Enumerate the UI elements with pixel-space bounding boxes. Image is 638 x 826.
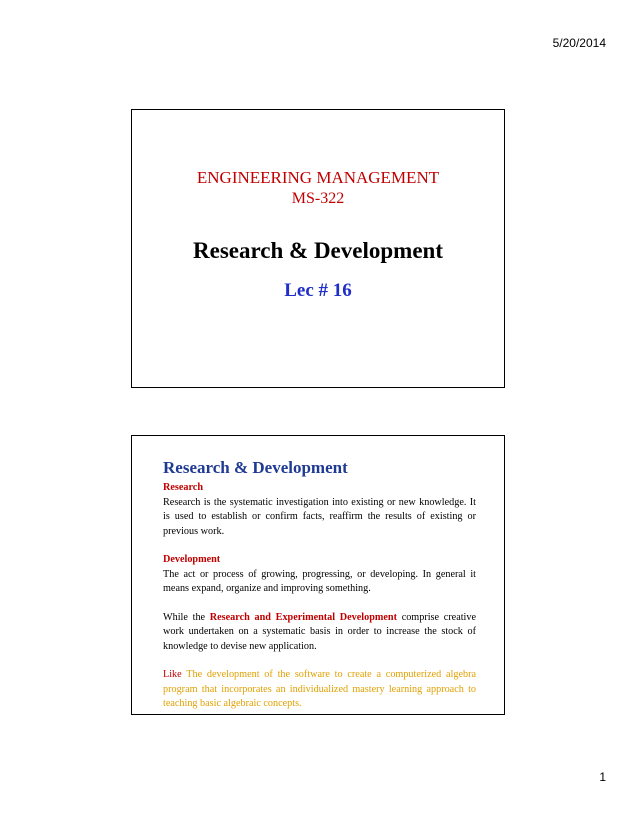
course-title: ENGINEERING MANAGEMENT	[196, 168, 440, 187]
rd-highlight: Research and Experimental Development	[209, 611, 397, 623]
rd-suffix: comprise creative work undertaken on a systematic basis in order to increase the stock of knowledge to devise new application.	[163, 611, 477, 652]
development-text: The act or process of growing, progressing, or developing. In general it means expand, organize and improving something.	[163, 568, 476, 594]
research-label: Research	[163, 482, 203, 493]
slide-heading: Research & Development	[163, 458, 348, 477]
content-slide	[131, 435, 505, 715]
lecture-topic: Research & Development	[193, 238, 443, 263]
development-label: Development	[163, 554, 221, 565]
research-text: Research is the systematic investigation into existing or new knowledge. It is used to establish or confirm facts, reaffirm the results of existing or previous work.	[163, 496, 476, 537]
page-number: 1	[599, 770, 606, 784]
like-paragraph	[163, 668, 476, 712]
page-date: 5/20/2014	[552, 36, 606, 50]
title-slide	[131, 109, 505, 388]
lecture-number: Lec # 16	[284, 280, 352, 301]
course-code: MS-322	[291, 190, 345, 207]
like-label: Like	[163, 669, 182, 680]
slide-body	[163, 481, 476, 712]
rd-paragraph	[163, 611, 476, 655]
like-text: The development of the software to create a computerized algebra program that incorporates an individualized mastery learning approach to teaching basic algebraic concepts.	[163, 669, 476, 709]
rd-prefix: While the	[163, 611, 210, 623]
